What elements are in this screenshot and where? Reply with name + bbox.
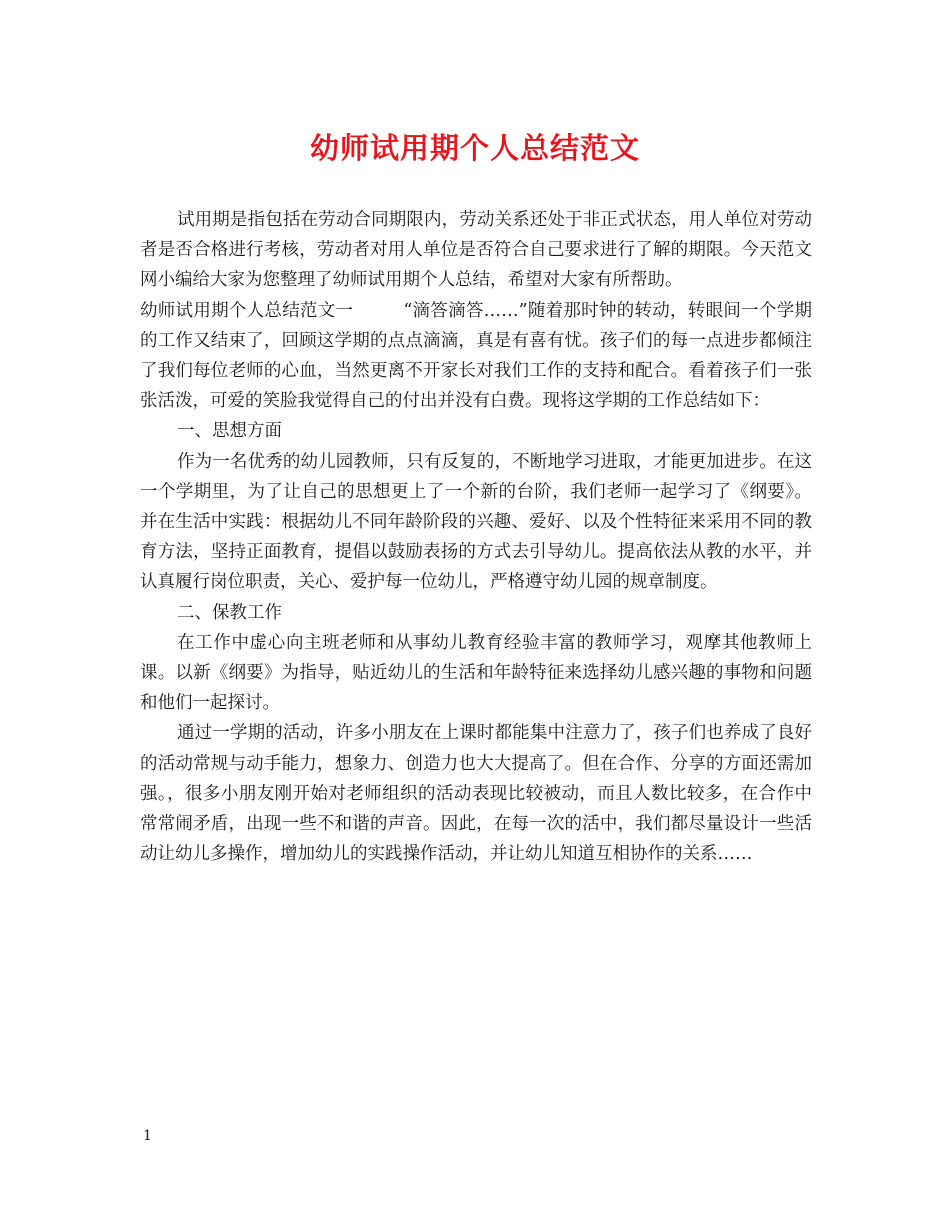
care-education-paragraph: 在工作中虚心向主班老师和从事幼儿教育经验丰富的教师学习，观摩其他教师上课。以新《纲要》为指导，贴近幼儿的生活和年龄特征来选择幼儿感兴趣的事物和问题和他们一起探讨。 bbox=[140, 632, 812, 714]
document-body bbox=[140, 205, 812, 869]
intro-paragraph: 试用期是指包括在劳动合同期限内，劳动关系还处于非正式状态，用人单位对劳动者是否合格进行考核，劳动者对用人单位是否符合自己要求进行了解的期限。今天范文网小编给大家为您整理了幼师试用期个人总结，希望对大家有所帮助。 bbox=[140, 210, 812, 291]
sample-paragraph bbox=[140, 296, 812, 417]
sample-text: “滴答滴答……”随着那时钟的转动，转眼间一个学期的工作又结束了，回顾这学期的点点滴滴，真是有喜有忧。孩子们的每一点进步都倾注了我们每位老师的心血，当然更离不开家长对我们工作的支持和配合。看着孩子们一张张活泼，可爱的笑脸我觉得自己的付出并没有白费。现将这学期的工作总结如下： bbox=[140, 300, 812, 412]
document-title: 幼师试用期个人总结范文 bbox=[309, 131, 640, 165]
activity-paragraph: 通过一学期的活动，许多小朋友在上课时都能集中注意力了，孩子们也养成了良好的活动常规与动手能力，想象力、创造力也大大提高了。但在合作、分享的方面还需加强。，很多小朋友刚开始对老师组织的活动表现比较被动，而且人数比较多，在合作中常常闹矛盾，出现一些不和谐的声音。因此，在每一次的活中，我们都尽量设计一些活动让幼儿多操作，增加幼儿的实践操作活动，并让幼儿知道互相协作的关系…… bbox=[140, 723, 812, 865]
sample-label: 幼师试用期个人总结范文一 bbox=[140, 300, 354, 321]
page-number: 1 bbox=[143, 1128, 152, 1144]
thought-paragraph: 作为一名优秀的幼儿园教师，只有反复的，不断地学习进取，才能更加进步。在这一个学期里，为了让自己的思想更上了一个新的台阶，我们老师一起学习了《纲要》。并在生活中实践：根据幼儿不同年龄阶段的兴趣、爱好、以及个性特征来采用不同的教育方法，坚持正面教育，提倡以鼓励表扬的方式去引导幼儿。提高依法从教的水平，并认真履行岗位职责，关心、爱护每一位幼儿，严格遵守幼儿园的规章制度。 bbox=[140, 451, 812, 593]
section-heading-thought: 一、思想方面 bbox=[177, 421, 282, 442]
section-heading-care-education: 二、保教工作 bbox=[177, 602, 282, 623]
